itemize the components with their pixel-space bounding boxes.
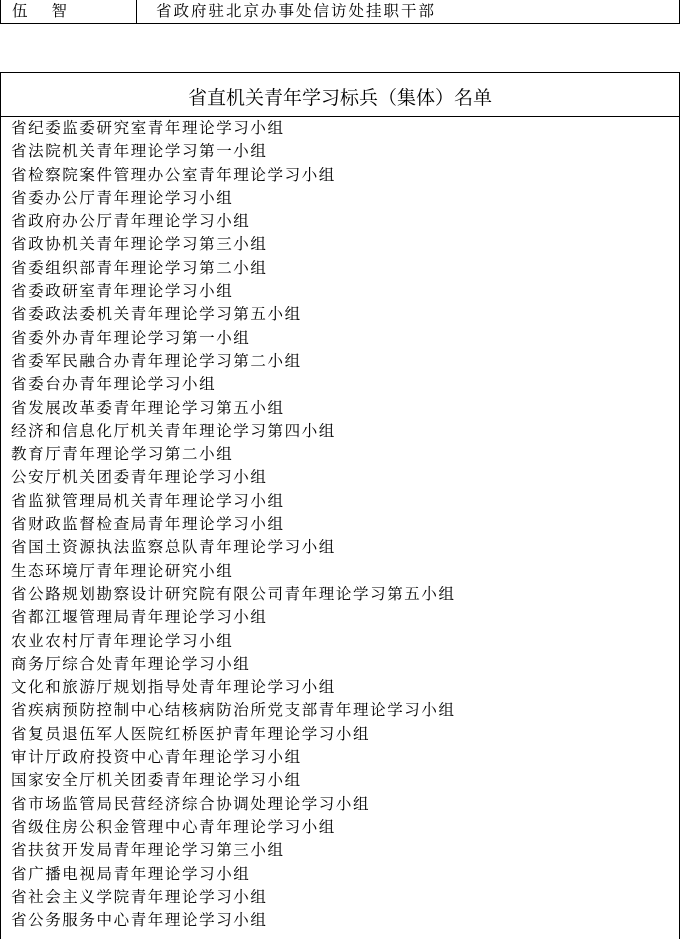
- list-item: 省委组织部青年理论学习第二小组: [11, 258, 268, 277]
- collective-table-title: 省直机关青年学习标兵（集体）名单: [187, 87, 492, 109]
- list-item: 省委军民融合办青年理论学习第二小组: [11, 351, 302, 370]
- list-item: 省监狱管理局机关青年理论学习小组: [11, 491, 285, 510]
- list-item: 省发展改革委青年理论学习第五小组: [11, 398, 285, 417]
- list-item: 省广播电视局青年理论学习小组: [11, 864, 251, 883]
- list-item: 省委政研室青年理论学习小组: [11, 282, 234, 301]
- list-item: 省委台办青年理论学习小组: [11, 375, 217, 394]
- person-name: 伍智: [12, 2, 92, 20]
- list-item: 省政府办公厅青年理论学习小组: [11, 212, 251, 231]
- list-item: 省公路规划勘察设计研究院有限公司青年理论学习第五小组: [11, 584, 456, 603]
- collective-name-list: [1, 117, 679, 932]
- list-item: 公安厅机关团委青年理论学习小组: [11, 468, 268, 487]
- list-item: 经济和信息化厅机关青年理论学习第四小组: [11, 421, 336, 440]
- list-item: 文化和旅游厅规划指导处青年理论学习小组: [11, 678, 336, 697]
- list-item: 省社会主义学院青年理论学习小组: [11, 887, 268, 906]
- list-item: 省委外办青年理论学习第一小组: [11, 328, 251, 347]
- list-item: 省国土资源执法监察总队青年理论学习小组: [11, 538, 336, 557]
- list-item: 省疾病预防控制中心结核病防治所党支部青年理论学习小组: [11, 701, 456, 720]
- list-item: 农业农村厅青年理论学习小组: [11, 631, 234, 650]
- person-unit: 省政府驻北京办事处信访处挂职干部: [156, 2, 437, 20]
- list-item: 省纪委监委研究室青年理论学习小组: [11, 119, 285, 137]
- list-item: 省都江堰管理局青年理论学习小组: [11, 608, 268, 627]
- list-item: 省法院机关青年理论学习第一小组: [11, 142, 268, 161]
- list-item: 省政协机关青年理论学习第三小组: [11, 235, 268, 254]
- list-item: 省检察院案件管理办公室青年理论学习小组: [11, 165, 336, 184]
- list-item: 省委办公厅青年理论学习小组: [11, 188, 234, 207]
- column-divider: [136, 0, 137, 24]
- list-item: 商务厅综合处青年理论学习小组: [11, 654, 251, 673]
- list-item: 省财政监督检查局青年理论学习小组: [11, 515, 285, 534]
- list-item: 省复员退伍军人医院红桥医护青年理论学习小组: [11, 724, 371, 743]
- list-item: 省级住房公积金管理中心青年理论学习小组: [11, 817, 336, 836]
- collective-table: [0, 72, 680, 939]
- list-item: 教育厅青年理论学习第二小组: [11, 445, 234, 464]
- list-item: 省委政法委机关青年理论学习第五小组: [11, 305, 302, 324]
- list-item: 生态环境厅青年理论研究小组: [11, 561, 234, 580]
- individual-table-last-row: [0, 0, 680, 24]
- list-item: 省扶贫开发局青年理论学习第三小组: [11, 841, 285, 860]
- list-item: 国家安全厅机关团委青年理论学习小组: [11, 771, 302, 790]
- list-item: 省市场监管局民营经济综合协调处理论学习小组: [11, 794, 371, 813]
- list-item: 省公务服务中心青年理论学习小组: [11, 911, 268, 930]
- list-item: 审计厅政府投资中心青年理论学习小组: [11, 748, 302, 767]
- collective-table-header: [1, 73, 679, 117]
